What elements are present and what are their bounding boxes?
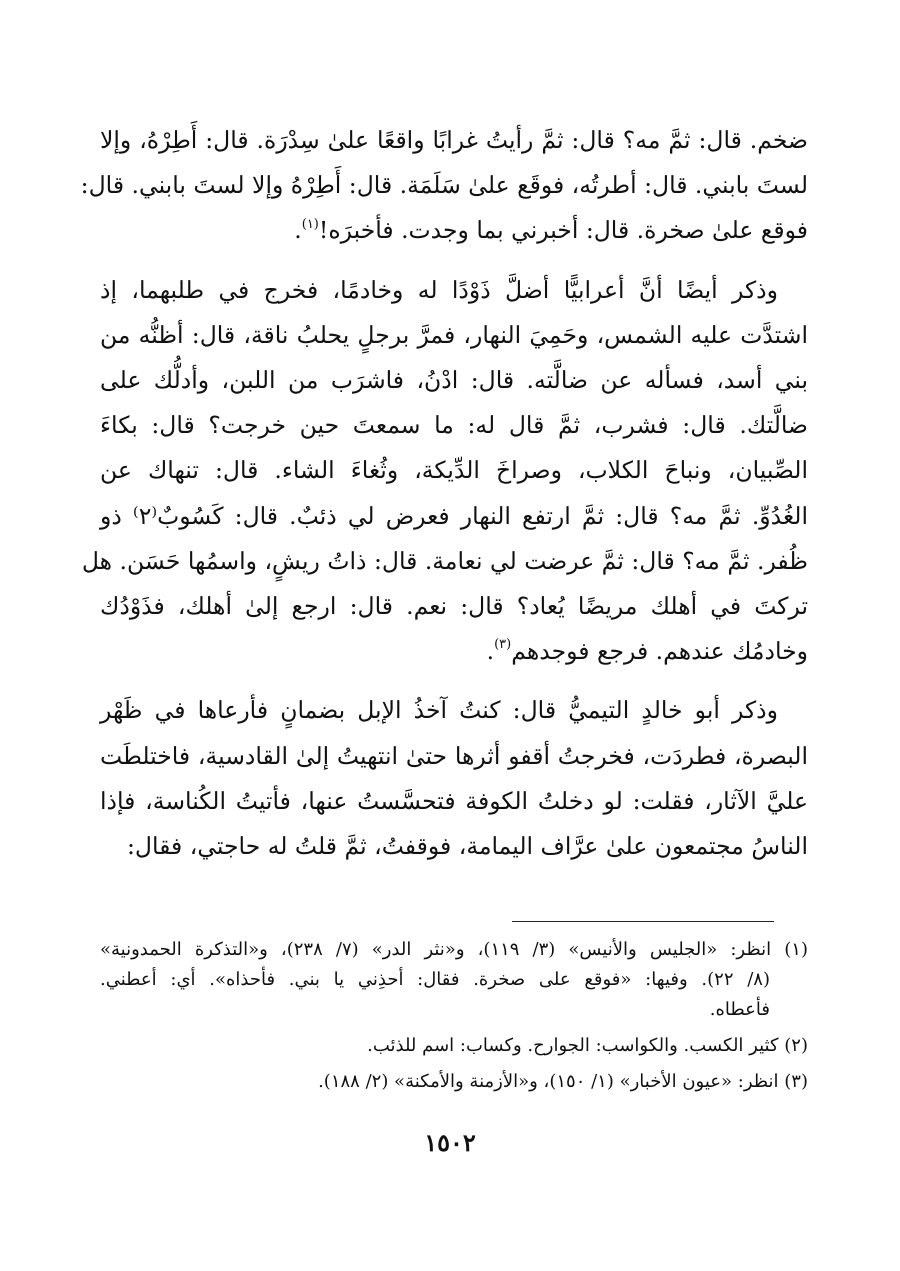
main-text (80, 118, 809, 869)
text-line: الغُدُوِّ. ثمَّ مه؟ قال: ثمَّ ارتفع النهار فعرض لي ذئبٌ. قال: كَسُوبٌ⁽٢⁾ ذو (100, 501, 808, 530)
footnote-line (100, 935, 808, 965)
text-line: لستَ بابني. قال: أطرتُه، فوقَع علىٰ سَلَمَة. قال: أَطِرْهُ وإلا لستَ بابني. قال: (80, 171, 808, 200)
text-line: اشتدَّت عليه الشمس، وحَمِيَ النهار، فمرَّ برجلٍ يحلبُ ناقة، قال: أظنُّه من (100, 320, 808, 349)
footnote-ref: (٣) (494, 637, 512, 653)
text-line: ضالَّتك. قال: فشرب، ثمَّ قال له: ما سمعتَ حين خرجت؟ قال: بكاءَ (100, 411, 808, 440)
footnote-marker: (٢) (784, 1035, 808, 1056)
footnote-text: انظر: «الجليس والأنيس» (٣/ ١١٩)، و«نثر الدر» (٧/ ٢٣٨)، و«التذكرة الحمدونية» (100, 939, 772, 960)
text-line: ظُفر. ثمَّ مه؟ قال: ثمَّ عرضت لي نعامة. قال: ذاتُ ريشٍ، واسمُها حَسَن. هل (81, 546, 808, 575)
text-line: وخادمُك عندهم. فرجع فوجدهم$^{(٣)}$. (486, 637, 808, 666)
footnote-line: فأعطاه. (709, 999, 770, 1020)
text-line: عليَّ الآثار، فقلت: لو دخلتُ الكوفة فتحسَّستُ عنها، فأتيتُ الكُناسة، فإذا (100, 786, 808, 815)
footnote-ref: (١) (301, 216, 319, 232)
footnote-line (100, 1031, 808, 1061)
footnote-text: انظر: «عيون الأخبار» (١/ ١٥٠)، و«الأزمنة والأمكنة» (٢/ ١٨٨). (318, 1071, 779, 1092)
text-line: الصِّبيان، ونباحَ الكلاب، وصراخَ الدِّيكة، وثُغاءَ الشاء. قال: تنهاك عن (100, 456, 808, 485)
page-number: ١٥٠٢ (424, 1128, 476, 1157)
footnote-divider (512, 921, 774, 922)
text-line: البصرة، فطردَت، فخرجتُ أقفو أثرها حتىٰ انتهيتُ إلىٰ القادسية، فاختلطَت (100, 741, 808, 770)
footnote-marker: (٣) (784, 1071, 808, 1092)
footnote-2 (100, 1031, 808, 1061)
text-line: فوقع علىٰ صخرة. قال: أخبرني بما وجدت. فأخبرَه!$^{(١)}$. (294, 216, 808, 245)
text-line: بني أسد، فسأله عن ضالَّته. قال: ادْنُ، فاشرَب من اللبن، وأدلُّك على (100, 366, 809, 395)
text-line: وذكر أبو خالدٍ التيميُّ قال: كنتُ آخذُ الإبل بضمانٍ فأرعاها في ظَهْر (100, 696, 778, 725)
footnote-marker: (١) (784, 939, 808, 960)
footnote-3 (100, 1067, 808, 1097)
text-line: ضخم. قال: ثمَّ مه؟ قال: ثمَّ رأيتُ غرابًا واقعًا علىٰ سِدْرَة. قال: أَطِرْهُ، وإلا (100, 126, 808, 154)
footnote-text: كثير الكسب. والكواسب: الجوارح. وكساب: اسم للذئب. (367, 1035, 779, 1056)
text-line: تركتَ في أهلك مريضًا يُعاد؟ قال: نعم. قال: ارجع إلىٰ أهلك، فذَوْدُك (100, 592, 808, 621)
text-line: الناسُ مجتمعون علىٰ عرَّاف اليمامة، فوقفتُ، ثمَّ قلتُ له حاجتي، فقال: (127, 832, 808, 861)
text-line-content: وخادمُك عندهم. فرجع فوجدهم (511, 637, 808, 666)
footnotes (100, 935, 808, 1103)
footnote-line (100, 1067, 808, 1097)
footnote-line: (٨/ ٢٢). وفيها: «فوقع على صخرة. فقال: أحذِني يا بني. فأحذاه». أي: أعطني. (100, 969, 770, 990)
text-line: وذكر أيضًا أنَّ أعرابيًّا أضلَّ ذَوْدًا له وخادمًا، فخرج في طلبهما، إذ (100, 275, 778, 304)
footnote-1 (100, 935, 808, 1025)
text-line-content: فوقع علىٰ صخرة. قال: أخبرني بما وجدت. فأخبرَه! (318, 216, 808, 245)
